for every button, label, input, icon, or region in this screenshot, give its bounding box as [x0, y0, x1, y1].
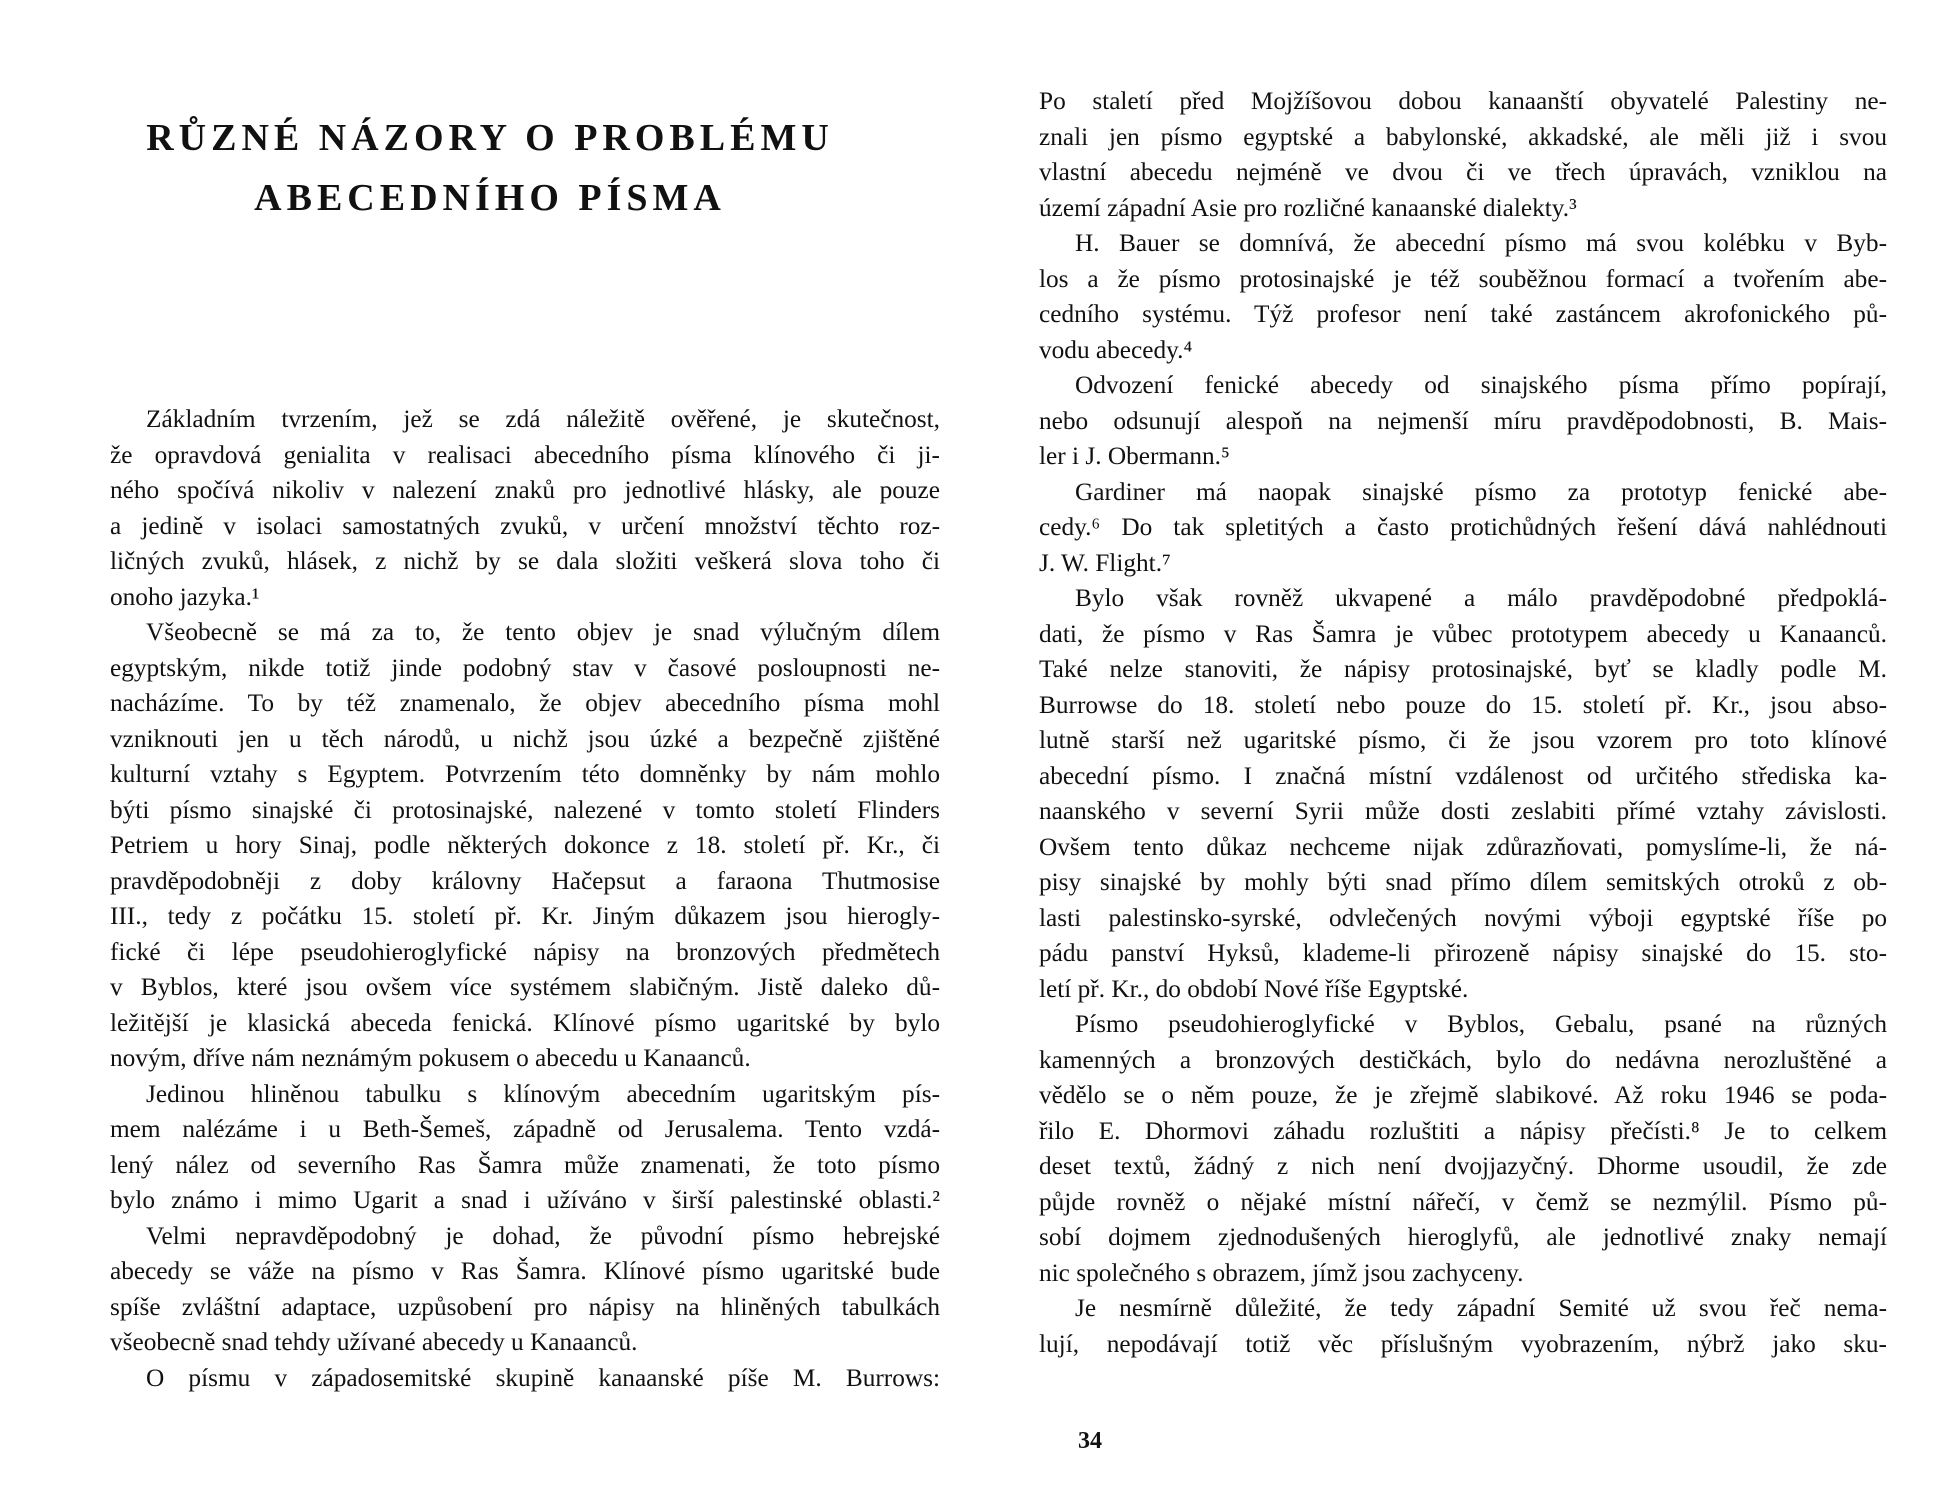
text-line: deset textů, žádný z nich není dvojjazyčný. Dhorme usoudil, že zde: [1039, 1152, 1887, 1180]
page-number: 34: [1078, 1428, 1102, 1454]
text-line: kulturní vztahy s Egyptem. Potvrzením této domněnky by nám mohlo: [110, 760, 940, 788]
text-line: Petriem u hory Sinaj, podle některých dokonce z 18. století př. Kr., či: [110, 831, 940, 859]
text-line: v Byblos, které jsou ovšem více systémem slabičným. Jistě daleko dů-: [110, 973, 940, 1001]
right-body-text: [1039, 84, 1887, 1362]
text-line: kamenných a bronzových destičkách, bylo do nedávna nerozluštěné a: [1039, 1045, 1887, 1074]
text-line: lují, nepodávají totiž věc příslušným vyobrazením, nýbrž jako sku-: [1039, 1329, 1887, 1358]
text-line: ležitější je klasická abeceda fenická. Klínové písmo ugaritské by bylo: [110, 1008, 940, 1037]
text-line: lutně starší než ugaritské písmo, či že jsou vzorem pro toto klínové: [1039, 726, 1887, 754]
text-line: Po staletí před Mojžíšovou dobou kanaanští obyvatelé Palestiny ne-: [1039, 87, 1887, 115]
text-line: cedního systému. Týž profesor není také zastáncem akrofonického pů-: [1039, 300, 1887, 328]
text-line: III., tedy z počátku 15. století př. Kr. Jiným důkazem jsou hierogly-: [110, 902, 940, 930]
text-line: že opravdová genialita v realisaci abecedního písma klínového či ji-: [110, 440, 940, 469]
text-line: abecedy se váže na písmo v Ras Šamra. Klínové písmo ugaritské bude: [110, 1257, 940, 1285]
text-line: abecední písmo. I značná místní vzdálenost od určitého střediska ka-: [1039, 761, 1887, 790]
text-line: všeobecně snad tehdy užívané abecedy u Kanaanců.: [110, 1328, 638, 1356]
text-line: bylo známo i mimo Ugarit a snad i užíváno v širší palestinské oblasti.²: [110, 1186, 940, 1214]
right-page: [977, 0, 1954, 1500]
text-line: O písmu v západosemitské skupině kanaanské píše M. Burrows:: [146, 1363, 940, 1392]
text-line: znali jen písmo egyptské a babylonské, akkadské, ale měli již i svou: [1039, 122, 1887, 151]
text-line: ličných zvuků, hlásek, z nichž by se dala složiti veškerá slova toho či: [110, 547, 940, 575]
text-line: Je nesmírně důležité, že tedy západní Semité už svou řeč nema-: [1075, 1294, 1887, 1322]
text-line: J. W. Flight.⁷: [1039, 548, 1171, 577]
text-line: území západní Asie pro rozličné kanaanské dialekty.³: [1039, 193, 1577, 222]
text-line: řilo E. Dhormovi záhadu rozluštiti a nápisy přečísti.⁸ Je to celkem: [1039, 1116, 1887, 1145]
text-line: Všeobecně se má za to, že tento objev je snad výlučným dílem: [146, 618, 940, 646]
text-line: Také nelze stanoviti, že nápisy protosinajské, byť se kladly podle M.: [1039, 655, 1887, 683]
text-line: dati, že písmo v Ras Šamra je vůbec prototypem abecedy u Kanaanců.: [1039, 619, 1887, 648]
text-line: novým, dříve nám neznámým pokusem o abecedu u Kanaanců.: [110, 1044, 751, 1072]
text-line: onoho jazyka.¹: [110, 582, 260, 611]
text-line: Základním tvrzením, jež se zdá náležitě ověřené, je skutečnost,: [146, 405, 940, 433]
text-line: Písmo pseudohieroglyfické v Byblos, Gebalu, psané na různých: [1075, 1010, 1887, 1038]
text-line: H. Bauer se domnívá, že abecední písmo má svou kolébku v Byb-: [1075, 229, 1887, 257]
text-line: lasti palestinsko-syrské, odvlečených novými výboji egyptské říše po: [1039, 903, 1887, 932]
text-line: vědělo se o něm pouze, že je zřejmě slabikové. Až roku 1946 se poda-: [1039, 1081, 1887, 1109]
chapter-title: [110, 108, 870, 228]
text-line: Burrowse do 18. století nebo pouze do 15. století př. Kr., jsou abso-: [1039, 690, 1887, 719]
left-body-text: [110, 402, 940, 1396]
text-line: fické či lépe pseudohieroglyfické nápisy na bronzových předmětech: [110, 937, 940, 966]
text-line: naanského v severní Syrii může dosti zeslabiti přímé vztahy závislosti.: [1039, 797, 1887, 825]
text-line: ného spočívá nikoliv v nalezení znaků pro jednotlivé hlásky, ale pouze: [110, 476, 940, 504]
text-line: pisy sinajské by mohly býti snad přímo dílem semitských otroků z ob-: [1039, 868, 1887, 896]
text-line: spíše zvláštní adaptace, uzpůsobení pro nápisy na hliněných tabulkách: [110, 1292, 940, 1321]
chapter-title-line-2: ABECEDNÍHO PÍSMA: [254, 177, 726, 219]
text-line: nic společného s obrazem, jímž jsou zachyceny.: [1039, 1258, 1524, 1287]
text-line: cedy.⁶ Do tak spletitých a často protichůdných řešení dává nahlédnouti: [1039, 513, 1887, 541]
text-line: pádu panství Hyksů, klademe-li přirozeně nápisy sinajské do 15. sto-: [1039, 939, 1887, 967]
text-line: Gardiner má naopak sinajské písmo za prototyp fenické abe-: [1075, 477, 1887, 506]
text-line: ler i J. Obermann.⁵: [1039, 442, 1230, 470]
text-line: mem nalézáme i u Beth-Šemeš, západně od Jerusalema. Tento vzdá-: [110, 1115, 940, 1143]
text-line: vzniknouti jen u těch národů, u nichž jsou úzké a bezpečně zjištěné: [110, 724, 940, 753]
text-line: Velmi nepravděpodobný je dohad, že původní písmo hebrejské: [146, 1221, 940, 1250]
text-line: nebo odsunují alespoň na nejmenší míru pravděpodobnosti, B. Mais-: [1039, 406, 1887, 435]
text-line: Ovšem tento důkaz nechceme nijak zdůrazňovati, pomyslíme-li, že ná-: [1039, 832, 1887, 861]
text-line: nacházíme. To by též znamenalo, že objev abecedního písma mohl: [110, 689, 940, 717]
text-line: pravděpodobněji z doby královny Hačepsut a faraona Thutmosise: [110, 866, 940, 895]
text-line: lený nález od severního Ras Šamra může znamenati, že toto písmo: [110, 1150, 940, 1179]
text-line: Jedinou hliněnou tabulku s klínovým abecedním ugaritským pís-: [146, 1079, 940, 1108]
text-line: vodu abecedy.⁴: [1039, 335, 1193, 364]
text-line: býti písmo sinajské či protosinajské, nalezené v tomto století Flinders: [110, 795, 940, 824]
text-line: Odvození fenické abecedy od sinajského písma přímo popírají,: [1075, 371, 1887, 399]
text-line: Bylo však rovněž ukvapené a málo pravděpodobné předpoklá-: [1075, 584, 1887, 612]
text-line: egyptským, nikde totiž jinde podobný stav v časové posloupnosti ne-: [110, 653, 940, 682]
text-line: vlastní abecedu nejméně ve dvou či ve třech úpravách, vzniklou na: [1039, 158, 1887, 186]
text-line: a jedině v isolaci samostatných zvuků, v určení množství těchto roz-: [110, 511, 940, 540]
text-line: sobí dojmem zjednodušených hieroglyfů, ale jednotlivé znaky nemají: [1039, 1223, 1887, 1251]
text-line: půjde rovněž o nějaké místní nářečí, v čemž se nezmýlil. Písmo pů-: [1039, 1187, 1887, 1216]
text-line: los a že písmo protosinajské je též souběžnou formací a tvořením abe-: [1039, 264, 1887, 293]
chapter-title-line-1: RŮZNÉ NÁZORY O PROBLÉMU: [146, 117, 834, 159]
text-line: letí př. Kr., do období Nové říše Egyptské.: [1039, 974, 1469, 1003]
